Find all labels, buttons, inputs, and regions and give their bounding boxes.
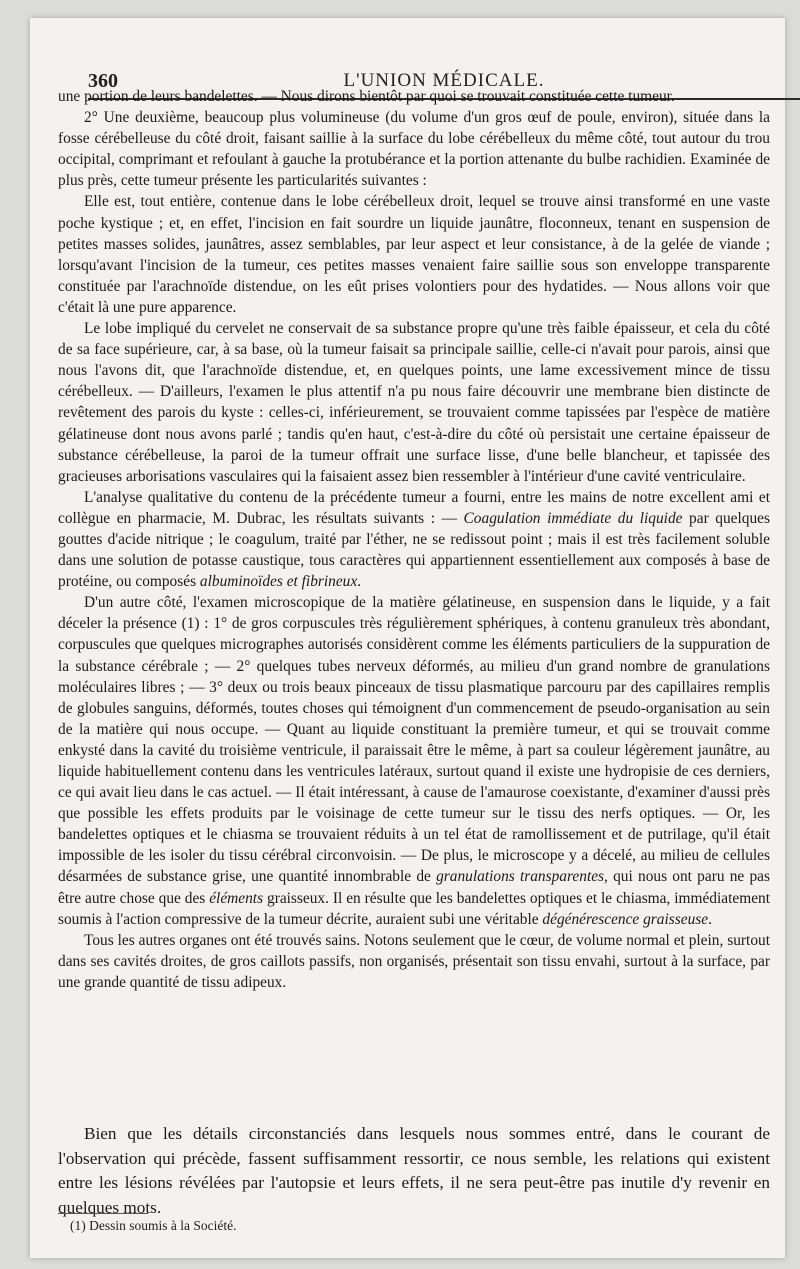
closing-paragraph: Bien que les détails circonstanciés dans lesquels nous sommes entré, dans le courant de l'observation qui précède, fassent suffisamment ressortir, ce nous semble, les relations qui existent entre les lésions révélées par l'autopsie et leurs effets, il ne sera peut-être pas inutile d'y revenir en quelques mots.: [58, 1124, 770, 1217]
running-title: L'UNION MÉDICALE.: [343, 70, 545, 91]
paragraph-p6: [58, 592, 770, 930]
italic-segment: albuminoïdes et fibrineux: [199, 573, 358, 591]
text-segment: Le lobe impliqué du cervelet ne conservait de sa substance propre qu'une très faible épaisseur, et cela du côté de sa face supérieure, car, à sa base, où la tumeur faisait sa principale saillie, celle-ci n'avait pour parois, ainsi que nous l'avons dit, que l'arachnoïde distendue, et, en quelques points, une lame excessivement mince de tissu cérébelleux. — D'ailleurs, l'examen le plus attentif n'a pu nous faire découvrir une membrane bien distincte de revêtement des parois du kyste : celles-ci, inférieurement, se trouvaient comme tapissées par l'espèce de matière gélatineuse dont nous avons parlé ; tandis qu'en haut, c'est-à-dire du côté où persistait une certaine épaisseur de substance cérébelleuse, la paroi de la tumeur offrait une surface lisse, d'une belle blancheur, et tapissée des gracieuses arborisations vasculaires qui la faisaient assez bien ressembler à l'intérieur d'une cavité ventriculaire.: [58, 320, 770, 485]
text-segment: , qui nous ont paru ne pas être autre chose que des: [58, 868, 770, 907]
italic-segment: granulations transparentes: [436, 868, 605, 886]
text-segment: graisseux. Il en résulte que les bandelettes optiques et le chiasma, immédiatement soumis à l'action compressive de la tumeur décrite, auraient subi une véritable: [58, 889, 770, 928]
text-segment: Elle est, tout entière, contenue dans le lobe cérébelleux droit, lequel se trouve ainsi transformé en une vaste poche kystique ; et, en effet, l'incision en fait sourdre un liquide jaunâtre, floconneux, tenant en suspension de petites masses solides, jaunâtres, assez semblables, par leur aspect et leur consistance, à de la gelée de viande ; lorsqu'avant l'incision de la tumeur, ces petites masses venaient faire saillie sous son enveloppe transparente constituée par l'arachnoïde distendue, on les eût prises volontiers pour des hydatides. — Nous allons voir que c'était là une pure apparence.: [58, 193, 770, 316]
text-segment: par quelques gouttes d'acide nitrique ; le coagulum, traité par l'éther, ne se redissout point ; mais il est très facilement soluble dans une solution de potasse caustique, tous caractères qui appartiennent essentiellement aux composés à base de protéine, ou composés: [58, 509, 770, 591]
text-segment: D'un autre côté, l'examen microscopique de la matière gélatineuse, en suspension dans le liquide, y a fait déceler la présence (1) : 1° de gros corpuscules très régulièrement sphériques, à contenu granuleux très abondant, corpuscules que quelques micrographes autorisés considèrent comme les éléments particuliers de la suppuration de la substance cérébrale ; — 2° quelques tubes nerveux déformés, au milieu d'un grand nombre de granulations moléculaires libres ; — 3° deux ou trois beaux pinceaux de tissu plasmatique parcouru par des capillaires remplis de globules sanguins, déformés, toutes choses qui témoignent d'un commencement de pseudo-organisation au sein de la matière qui nous occupe. — Quant au liquide constituant la première tumeur, et qui se trouvait comme enkysté dans la cavité du troisième ventricule, il paraissait être le même, à part sa couleur légèrement jaunâtre, au liquide habituellement contenu dans les ventricules latéraux, surtout quand il existe une hydropisie de ces derniers, ce qui avait lieu dans le cas actuel. — Il était intéressant, à cause de l'amaurose coexistante, d'examiner d'aussi près que possible les effets produits par le voisinage de cette tumeur sur le tissu des nerfs optiques. — Or, les bandelettes optiques et le chiasma se trouvaient réduits à un tel état de ramollissement et de putrilage, qu'il était impossible de les isoler du tissu cérébral circonvoisin. — De plus, le microscope y a décelé, au milieu de cellules désarmées de substance grise, une quantité innombrable de: [58, 594, 770, 886]
text-segment: 2° Une deuxième, beaucoup plus volumineuse (du volume d'un gros œuf de poule, environ), située dans la fosse cérébelleuse du côté droit, faisant saillie à la surface du lobe cérébelleux du même côté, tout autour du trou occipital, comprimant et refoulant à gauche la protubérance et la portion attenante du bulbe rachidien. Examinée de plus près, cette tumeur présente les particularités suivantes :: [58, 109, 770, 190]
italic-segment: éléments: [209, 889, 264, 907]
text-segment: L'analyse qualitative du contenu de la précédente tumeur a fourni, entre les mains de notre excellent ami et collègue en pharmacie, M. Dubrac, les résultats suivants : —: [58, 488, 770, 527]
text-segment: .: [708, 910, 712, 928]
footnote-rule: [58, 1213, 148, 1214]
footnote: (1) Dessin soumis à la Société.: [70, 1218, 237, 1233]
text-segment: .: [357, 573, 362, 591]
closing-text: [58, 1122, 770, 1220]
paragraph-p5: [58, 487, 770, 592]
paragraph-p2: [58, 107, 770, 191]
paragraph-p1: [58, 86, 770, 107]
text-segment: Tous les autres organes ont été trouvés sains. Notons seulement que le cœur, de volume normal et plein, surtout dans ses cavités droites, de gros caillots passifs, non organisés, présentait son tissu envahi, surtout à la surface, par une grande quantité de tissu adipeux.: [58, 931, 770, 991]
italic-segment: dégénérescence graisseuse: [542, 910, 709, 928]
paragraph-p3: [58, 191, 770, 318]
paragraph-p4: [58, 318, 770, 487]
italic-segment: Coagulation immédiate du liquide: [463, 509, 683, 527]
paragraph-p7: [58, 930, 770, 993]
body-text: [58, 86, 770, 993]
text-segment: une portion de leurs bandelettes. — Nous dirons bientôt par quoi se trouvait constituée cette tumeur.: [58, 88, 675, 105]
page-number: 360: [88, 70, 118, 92]
